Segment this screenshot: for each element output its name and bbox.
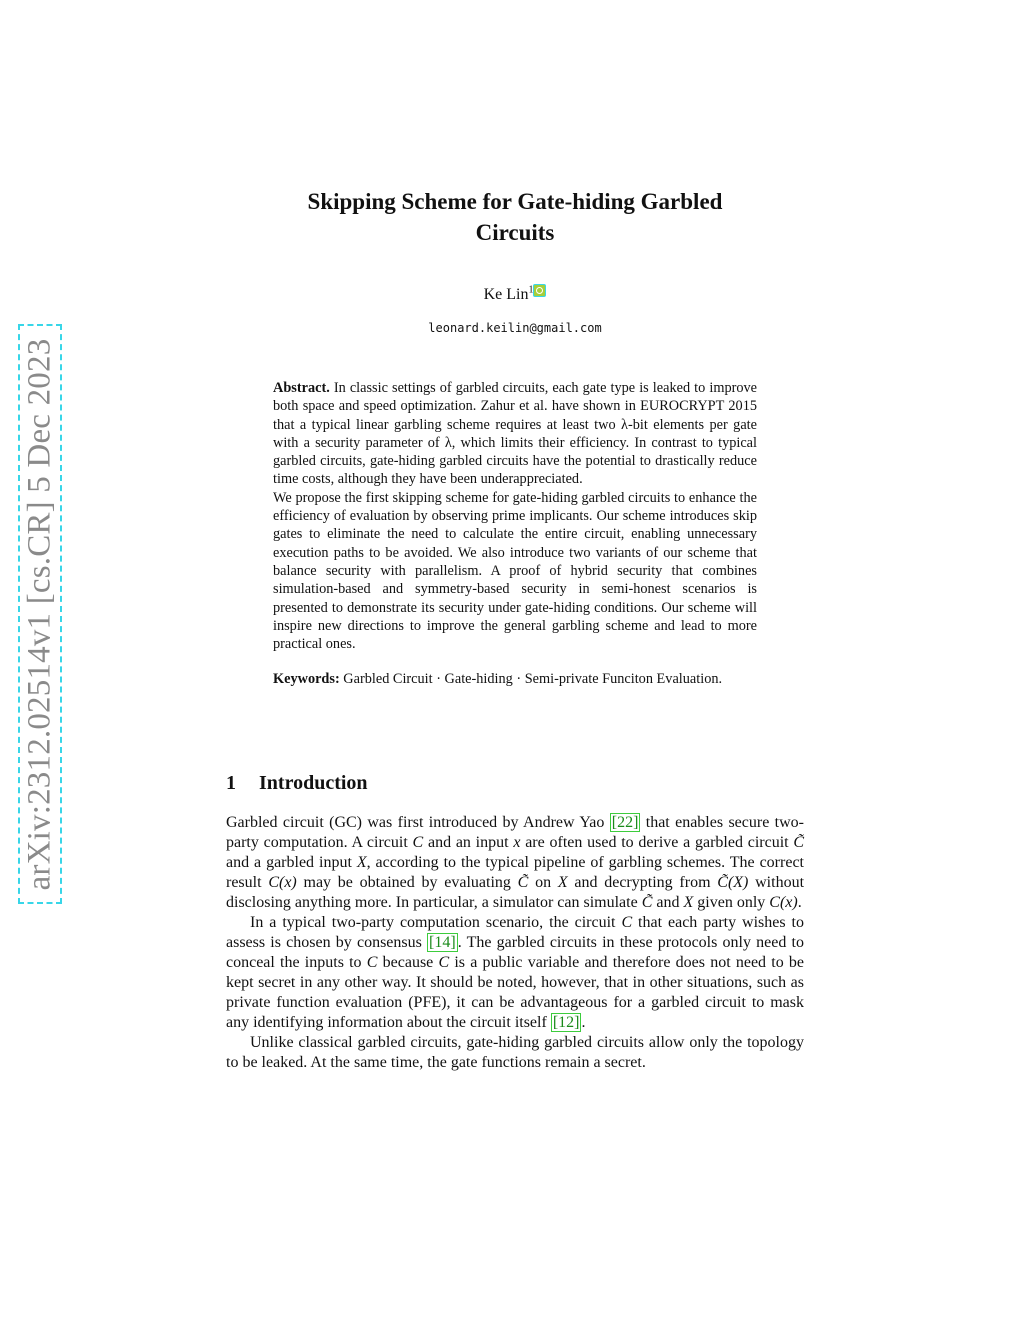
body-paragraph-2: [226, 913, 804, 1033]
math-symbol: X: [356, 854, 367, 871]
section-heading: [226, 772, 368, 795]
text-run: , according to the typical pipeline of garbling schemes. The correct result: [226, 854, 804, 891]
arxiv-stamp-text: arXiv:2312.02514v1 [cs.CR] 5 Dec 2023: [21, 338, 58, 890]
text-run: In a typical two-party computation scenario, the circuit: [250, 914, 622, 931]
text-run: on: [528, 874, 558, 891]
body-paragraph-1: [226, 813, 804, 913]
math-symbol: X: [683, 894, 694, 911]
arxiv-stamp: [18, 324, 62, 904]
citation-link[interactable]: [22]: [611, 814, 639, 831]
text-run: without disclosing anything more. In particular, a simulator can simulate: [226, 874, 805, 911]
abstract-paragraph-1: [273, 379, 757, 489]
author-email: leonard.keilin@gmail.com: [428, 321, 602, 335]
math-symbol: C: [366, 954, 378, 971]
keywords-text: Garbled Circuit · Gate-hiding · Semi-private Funciton Evaluation.: [343, 671, 723, 688]
text-run: are often used to derive a garbled circuit: [520, 834, 794, 851]
author-affiliation-mark: 1: [528, 284, 534, 296]
citation-link[interactable]: [14]: [429, 934, 456, 951]
math-symbol: C̃: [793, 834, 805, 851]
author-line: [226, 284, 804, 304]
text-run: and decrypting from: [567, 874, 718, 891]
abstract: [273, 379, 757, 689]
math-symbol: C(x): [268, 874, 297, 891]
body-text: [226, 813, 804, 1073]
abstract-paragraph-2: We propose the first skipping scheme for gate-hiding garbled circuits to enhance the efficiency of evaluation by observing prime implicants. Our scheme introduces skip gates to eliminate the need to calculate the entire circuit, enabling unnecessary execution paths to be avoided. We also introduce two variants of our scheme that balance security with parallelism. A proof of hybrid security that combines simulation-based and symmetry-based security in semi-honest scenarios is presented to demonstrate its security under gate-hiding conditions. Our scheme will inspire new directions to improve the general garbling scheme and lead to more practical ones.: [273, 489, 757, 653]
math-symbol: C(x): [769, 894, 798, 911]
text-run: because: [377, 954, 439, 971]
math-symbol: C: [412, 834, 424, 851]
text-run: is a public variable and therefore does not need to be kept secret in any other way. It should be noted, however, that in other situations, such as private function evaluation (PFE), it can be advantageous for a garbled circuit to mask any identifying information about the circuit itself: [226, 954, 804, 1031]
paper-title: [226, 186, 804, 248]
text-run: and a garbled input: [226, 854, 357, 871]
author-name: Ke Lin: [483, 286, 529, 303]
orcid-icon[interactable]: [533, 284, 546, 297]
text-run: may be obtained by evaluating: [296, 874, 518, 891]
math-symbol: C̃: [641, 894, 653, 911]
keywords-label: Keywords:: [273, 671, 340, 688]
text-run: that enables secure two-party computation. A circuit: [226, 814, 804, 851]
math-symbol: C̃: [517, 874, 529, 891]
text-run: .: [581, 1014, 586, 1031]
section-title: Introduction: [259, 772, 368, 794]
math-symbol: C: [621, 914, 633, 931]
text-run: that each party wishes to assess is chosen by consensus: [226, 914, 805, 951]
citation-link[interactable]: [12]: [552, 1014, 580, 1031]
math-symbol: C: [438, 954, 450, 971]
text-run: and: [652, 894, 684, 911]
abstract-label: Abstract.: [273, 380, 330, 396]
math-symbol: C̃(X): [717, 874, 749, 891]
math-symbol: X: [557, 874, 568, 891]
title-line-2: Circuits: [475, 220, 555, 245]
text-run: given only: [693, 894, 770, 911]
body-paragraph-3: Unlike classical garbled circuits, gate-hiding garbled circuits allow only the topology to be leaked. At the same time, the gate functions remain a secret.: [226, 1034, 804, 1071]
text-run: Garbled circuit (GC) was first introduced by Andrew Yao: [226, 814, 610, 831]
text-run: . The garbled circuits in these protocols only need to conceal the inputs to: [226, 934, 804, 971]
keywords: [273, 670, 757, 688]
title-line-1: Skipping Scheme for Gate-hiding Garbled: [307, 189, 723, 214]
text-run: .: [797, 894, 802, 911]
math-symbol: x: [513, 834, 521, 851]
section-number: 1: [226, 772, 236, 794]
text-run: and an input: [423, 834, 514, 851]
abstract-text-1: In classic settings of garbled circuits, each gate type is leaked to improve both space and speed optimization. Zahur et al. have shown in EUROCRYPT 2015 that a typical linear garbling scheme requires at least two λ-bit elements per gate with a security parameter of λ, which limits their efficiency. In contrast to typical garbled circuits, gate-hiding garbled circuits have the potential to drastically reduce time costs, although they have been underappreciated.: [273, 380, 758, 488]
